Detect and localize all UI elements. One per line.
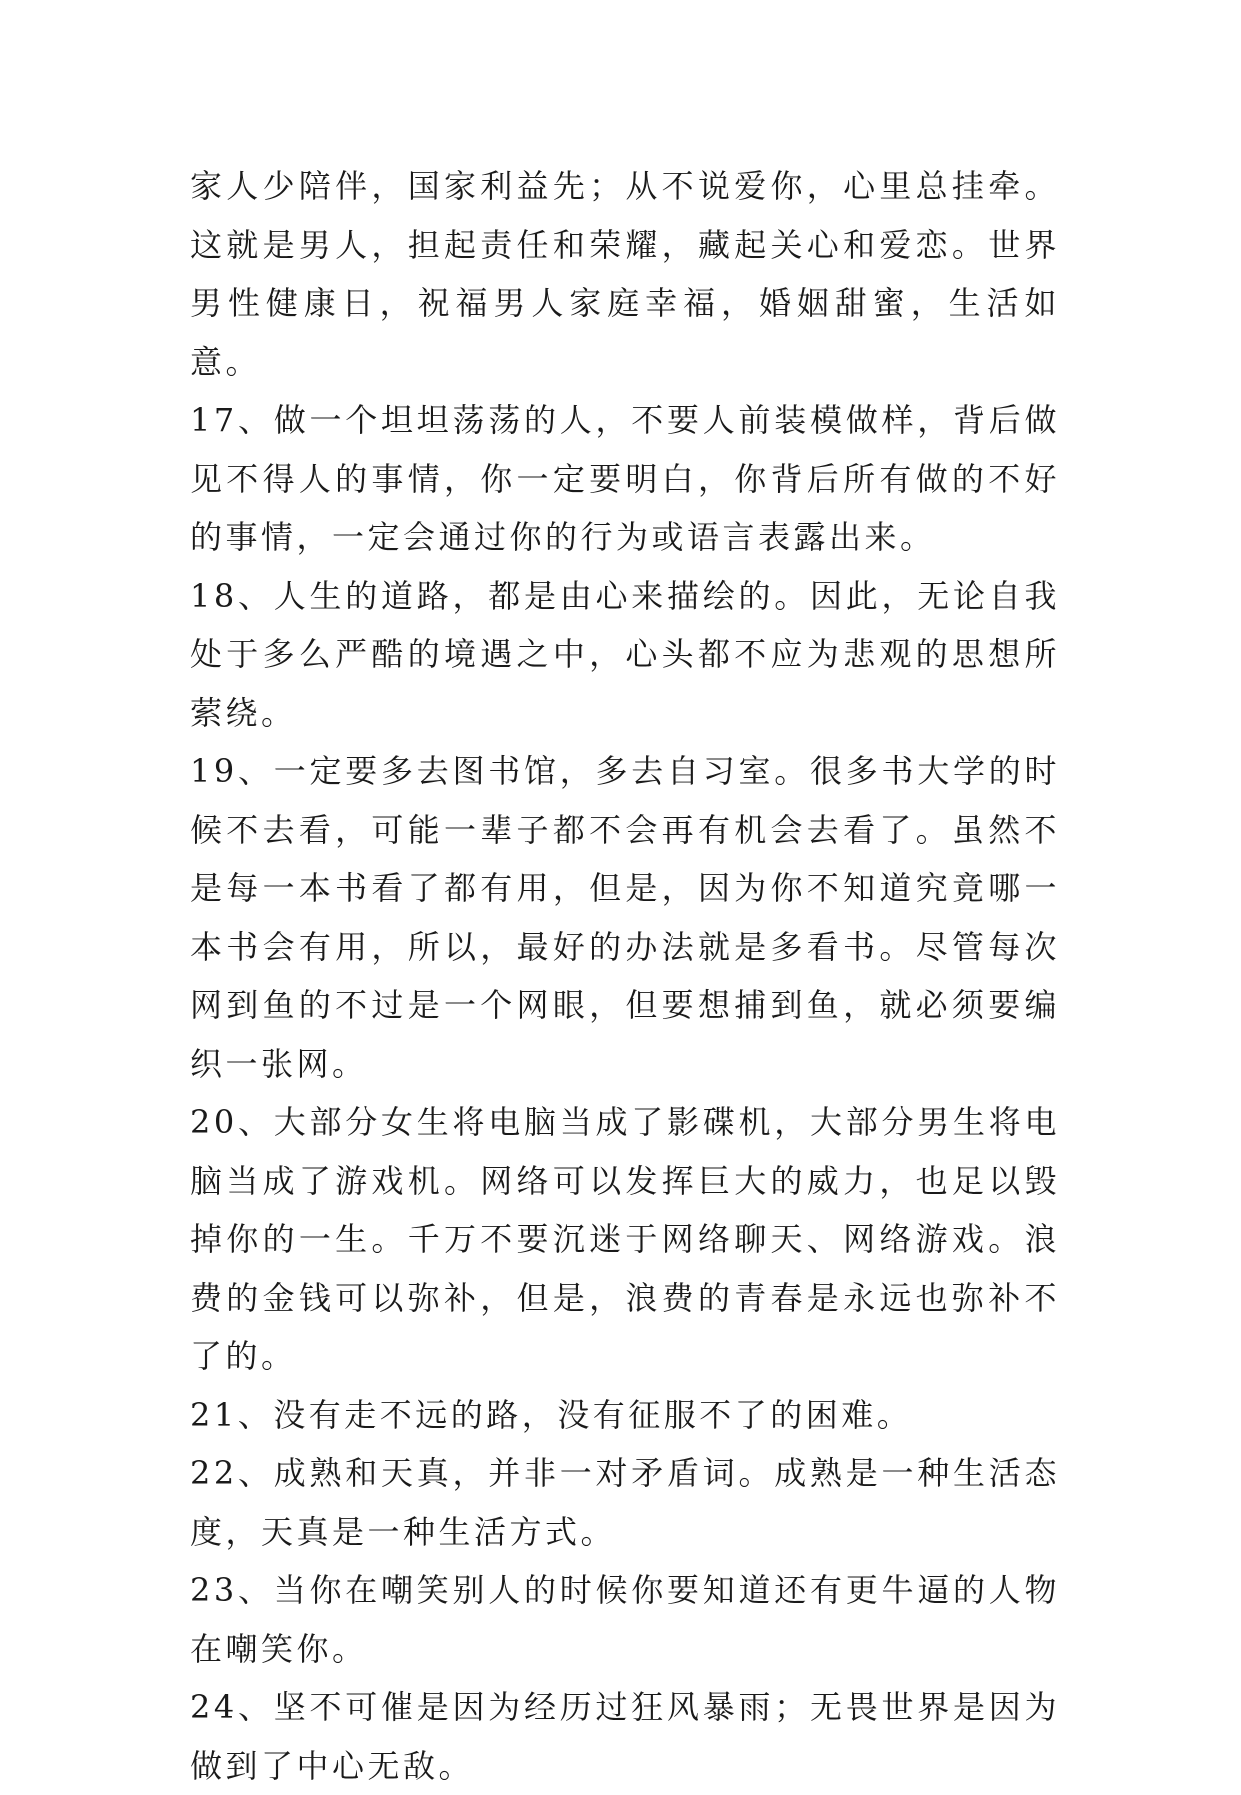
paragraph-20: 20、大部分女生将电脑当成了影碟机，大部分男生将电脑当成了游戏机。网络可以发挥巨大的威力，也足以毁掉你的一生。千万不要沉迷于网络聊天、网络游戏。浪费的金钱可以弥补，但是，浪费的青春是永远也弥补不了的。 [190,1103,1060,1375]
paragraph-24: 24、坚不可催是因为经历过狂风暴雨；无畏世界是因为做到了中心无敌。 [190,1688,1060,1785]
paragraph-19: 19、一定要多去图书馆，多去自习室。很多书大学的时候不去看，可能一辈子都不会再有机会去看了。虽然不是每一本书看了都有用，但是，因为你不知道究竟哪一本书会有用，所以，最好的办法就是多看书。尽管每次网到鱼的不过是一个网眼，但要想捕到鱼，就必须要编织一张网。 [190,752,1060,1083]
paragraph-17: 17、做一个坦坦荡荡的人，不要人前装模做样，背后做见不得人的事情，你一定要明白，你背后所有做的不好的事情，一定会通过你的行为或语言表露出来。 [190,401,1060,556]
paragraph-22: 22、成熟和天真，并非一对矛盾词。成熟是一种生活态度，天真是一种生活方式。 [190,1454,1060,1551]
paragraph-21: 21、没有走不远的路，没有征服不了的困难。 [190,1395,913,1434]
paragraph-18: 18、人生的道路，都是由心来描绘的。因此，无论自我处于多么严酷的境遇之中，心头都不应为悲观的思想所萦绕。 [190,576,1060,732]
paragraph-intro: 家人少陪伴，国家利益先；从不说爱你，心里总挂牵。这就是男人，担起责任和荣耀，藏起关心和爱恋。世界男性健康日，祝福男人家庭幸福，婚姻甜蜜，生活如意。 [190,167,1060,381]
paragraph-23: 23、当你在嘲笑别人的时候你要知道还有更牛逼的人物在嘲笑你。 [190,1571,1060,1668]
document-body [190,157,1060,1795]
